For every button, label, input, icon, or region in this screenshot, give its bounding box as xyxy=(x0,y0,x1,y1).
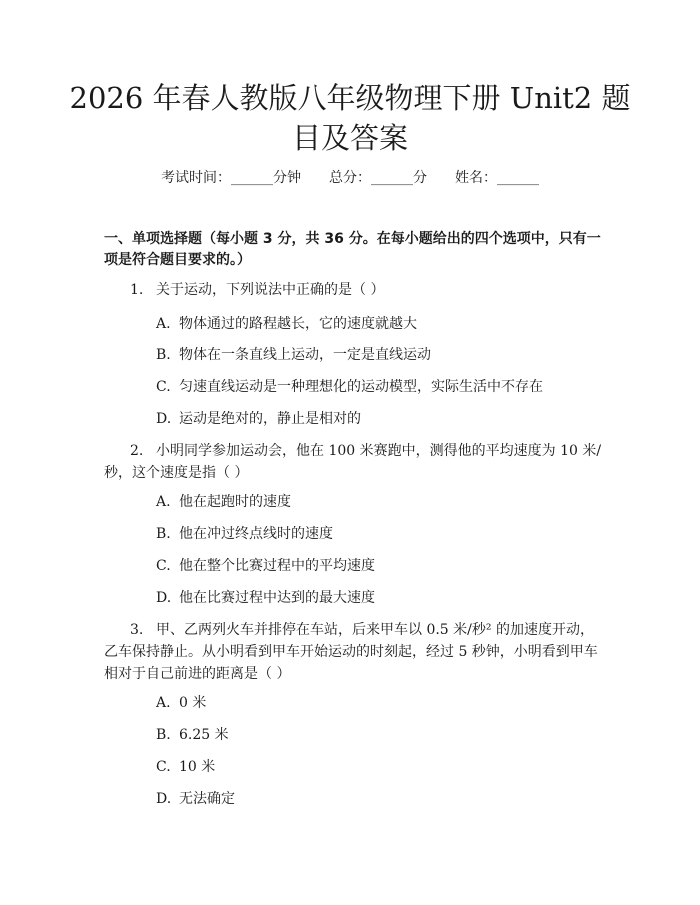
option-text: 物体在一条直线上运动，一定是直线运动 xyxy=(179,347,431,363)
option-letter: C. xyxy=(156,759,171,775)
question-3 xyxy=(104,619,604,685)
option-text: 他在整个比赛过程中的平均速度 xyxy=(179,558,375,574)
option-1b xyxy=(156,345,431,365)
option-text: 匀速直线运动是一种理想化的运动模型，实际生活中不存在 xyxy=(179,379,543,395)
option-3c xyxy=(156,757,215,777)
option-3d xyxy=(156,789,235,809)
option-text: 他在冲过终点线时的速度 xyxy=(179,526,333,542)
option-text: 他在比赛过程中达到的最大速度 xyxy=(179,590,375,606)
question-text: 关于运动，下列说法中正确的是（ ） xyxy=(156,282,385,298)
option-letter: B. xyxy=(156,347,171,363)
option-1d xyxy=(156,409,361,429)
question-1 xyxy=(104,279,604,301)
question-number: 3. xyxy=(130,622,144,638)
option-letter: A. xyxy=(156,316,171,332)
option-1a xyxy=(156,314,417,334)
question-2 xyxy=(104,440,604,484)
option-3b xyxy=(156,725,229,745)
option-letter: B. xyxy=(156,526,171,542)
student-name-field: 姓名：______ xyxy=(455,170,539,186)
option-text: 无法确定 xyxy=(179,791,235,807)
page-title: 2026 年春人教版八年级物理下册 Unit2 题目及答案 xyxy=(69,81,631,155)
option-2b xyxy=(156,524,333,544)
option-letter: B. xyxy=(156,727,171,743)
option-letter: D. xyxy=(156,590,172,606)
option-text: 6.25 米 xyxy=(179,727,229,743)
option-text: 运动是绝对的，静止是相对的 xyxy=(179,411,361,427)
option-letter: D. xyxy=(156,791,172,807)
option-text: 物体通过的路程越长，它的速度就越大 xyxy=(179,316,417,332)
option-2d xyxy=(156,588,375,608)
question-text: 甲、乙两列火车并排停在车站，后来甲车以 0.5 米/秒² 的加速度开动，乙车保持静止。从小明看到甲车开始运动的时刻起，经过 5 秒钟，小明看到甲车相对于自己前进的距离是（ ） xyxy=(104,622,598,682)
exam-time-field: 考试时间：______分钟 xyxy=(161,170,301,186)
option-letter: A. xyxy=(156,494,171,510)
option-3a xyxy=(156,693,206,713)
exam-info-line xyxy=(0,168,700,188)
option-letter: C. xyxy=(156,379,171,395)
option-text: 他在起跑时的速度 xyxy=(179,494,291,510)
total-score-field: 总分：______分 xyxy=(329,170,427,186)
option-2a xyxy=(156,492,291,512)
option-text: 0 米 xyxy=(179,695,207,711)
option-2c xyxy=(156,556,375,576)
question-number: 2. xyxy=(130,443,144,459)
option-1c xyxy=(156,377,543,397)
question-text: 小明同学参加运动会，他在 100 米赛跑中，测得他的平均速度为 10 米/秒，这个速度是指（ ） xyxy=(104,443,602,481)
section-heading: 一、单项选择题（每小题 3 分，共 36 分。在每小题给出的四个选项中，只有一项是符合题目要求的。） xyxy=(104,231,601,268)
option-letter: C. xyxy=(156,558,171,574)
option-letter: A. xyxy=(156,695,171,711)
question-number: 1. xyxy=(130,282,144,298)
option-letter: D. xyxy=(156,411,172,427)
option-text: 10 米 xyxy=(179,759,216,775)
